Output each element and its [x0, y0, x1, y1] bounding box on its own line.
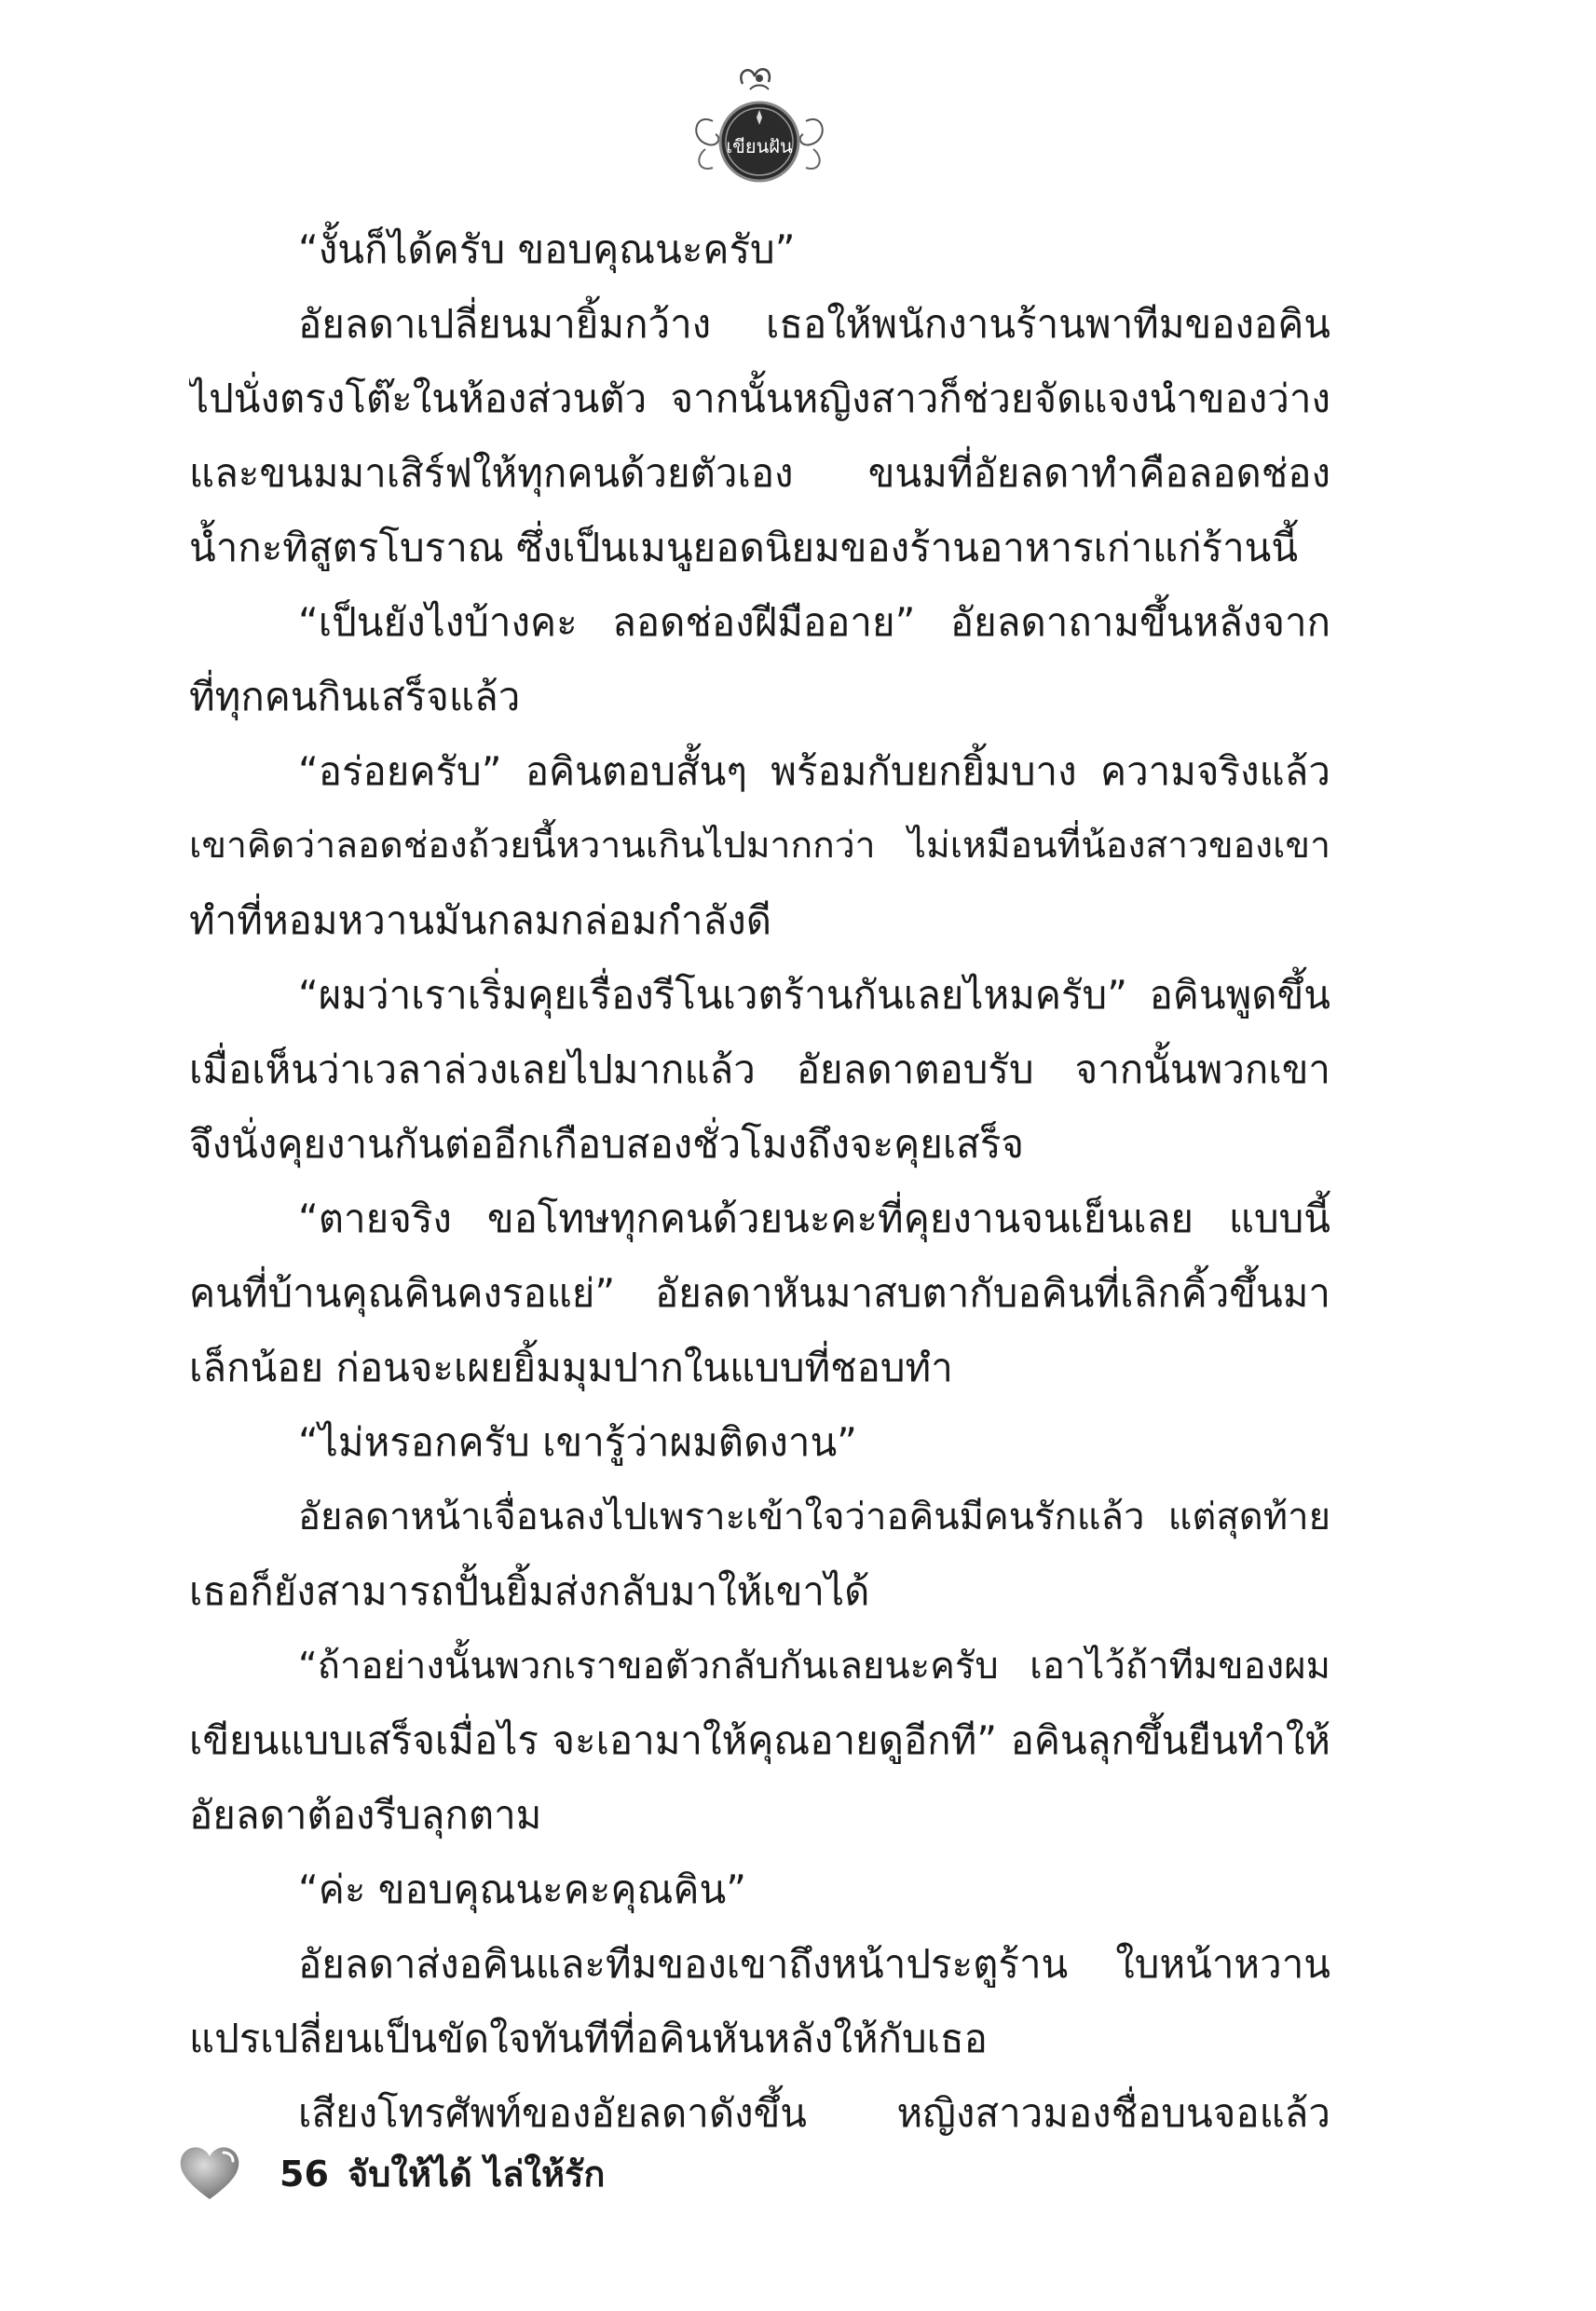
text-line: เสียงโทรศัพท์ของอัยลดาดังขึ้น หญิงสาวมองชื่อบนจอแล้ว [298, 2090, 1330, 2136]
text-line: “อร่อยครับ” อคินตอบสั้นๆ พร้อมกับยกยิ้มบาง ความจริงแล้ว [298, 748, 1330, 794]
publisher-logo-icon [685, 56, 834, 186]
text-line: ไปนั่งตรงโต๊ะในห้องส่วนตัว จากนั้นหญิงสาวก็ช่วยจัดแจงนำของว่าง [189, 376, 1330, 421]
text-line: “งั้นก็ได้ครับ ขอบคุณนะครับ” [298, 226, 796, 272]
text-line: เล็กน้อย ก่อนจะเผยยิ้มมุมปากในแบบที่ชอบทำ [189, 1345, 953, 1390]
text-line: เมื่อเห็นว่าเวลาล่วงเลยไปมากแล้ว อัยลดาตอบรับ จากนั้นพวกเขา [189, 1046, 1330, 1092]
text-line: อัยลดาต้องรีบลุกตาม [189, 1792, 542, 1838]
page-number: 56 [280, 2154, 329, 2195]
body-text [189, 212, 1330, 2151]
text-line: เขียนแบบเสร็จเมื่อไร จะเอามาให้คุณอายดูอีกที” อคินลุกขึ้นยืนทำให้ [189, 1717, 1330, 1763]
text-line: จึงนั่งคุยงานกันต่ออีกเกือบสองชั่วโมงถึงจะคุยเสร็จ [189, 1121, 1024, 1167]
text-line: ทำที่หอมหวานมันกลมกล่อมกำลังดี [189, 897, 771, 943]
text-line: ที่ทุกคนกินเสร็จแล้ว [189, 674, 521, 719]
logo-text: เขียนฝัน [726, 135, 793, 157]
text-line: “ตายจริง ขอโทษทุกคนด้วยนะคะที่คุยงานจนเย็นเลย แบบนี้ [298, 1196, 1330, 1241]
heart-icon [177, 2143, 242, 2201]
text-line: “ไม่หรอกครับ เขารู้ว่าผมติดงาน” [298, 1419, 857, 1465]
text-line: อัยลดาเปลี่ยนมายิ้มกว้าง เธอให้พนักงานร้านพาทีมของอคิน [298, 301, 1330, 347]
text-line: แปรเปลี่ยนเป็นขัดใจทันทีที่อคินหันหลังให้กับเธอ [189, 2016, 988, 2061]
text-line: อัยลดาหน้าเจื่อนลงไปเพราะเข้าใจว่าอคินมีคนรักแล้ว แต่สุดท้าย [298, 1496, 1330, 1538]
text-line: น้ำกะทิสูตรโบราณ ซึ่งเป็นเมนูยอดนิยมของร้านอาหารเก่าแก่ร้านนี้ [189, 525, 1299, 570]
text-line: “ผมว่าเราเริ่มคุยเรื่องรีโนเวตร้านกันเลยไหมครับ” อคินพูดขึ้น [298, 972, 1330, 1018]
text-line: “ค่ะ ขอบคุณนะคะคุณคิน” [298, 1867, 746, 1912]
text-line: และขนมมาเสิร์ฟให้ทุกคนด้วยตัวเอง ขนมที่อัยลดาทำคือลอดช่อง [189, 450, 1330, 496]
text-line: คนที่บ้านคุณคินคงรอแย่” อัยลดาหันมาสบตากับอคินที่เลิกคิ้วขึ้นมา [189, 1270, 1330, 1316]
text-line: “ถ้าอย่างนั้นพวกเราขอตัวกลับกันเลยนะครับ เอาไว้ถ้าทีมของผม [298, 1645, 1330, 1688]
page-footer [177, 2143, 922, 2208]
text-line: เขาคิดว่าลอดช่องถ้วยนี้หวานเกินไปมากกว่า ไม่เหมือนที่น้องสาวของเขา [189, 825, 1330, 867]
text-line: “เป็นยังไงบ้างคะ ลอดช่องฝีมืออาย” อัยลดาถามขึ้นหลังจาก [298, 599, 1330, 645]
text-line: เธอก็ยังสามารถปั้นยิ้มส่งกลับมาให้เขาได้ [189, 1568, 870, 1614]
text-line: อัยลดาส่งอคินและทีมของเขาถึงหน้าประตูร้าน ใบหน้าหวาน [298, 1941, 1330, 1987]
book-title: จับให้ได้ ไล่ให้รัก [348, 2154, 606, 2195]
